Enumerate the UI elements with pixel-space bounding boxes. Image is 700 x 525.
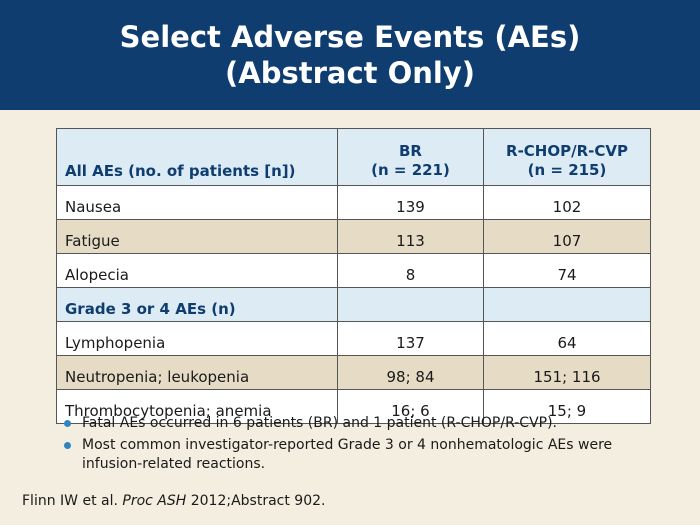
table-row	[57, 220, 651, 254]
subheader-grade-3-4: Grade 3 or 4 AEs (n)	[57, 288, 338, 322]
bullet-dot-icon	[64, 420, 71, 427]
row-label: Neutropenia; leukopenia	[57, 356, 338, 390]
row-rchop-value: 102	[484, 186, 651, 220]
table-row	[57, 356, 651, 390]
row-label: Alopecia	[57, 254, 338, 288]
row-rchop-value	[484, 288, 651, 322]
table-subheader-row	[57, 288, 651, 322]
row-br-value	[338, 288, 484, 322]
bullet-item	[62, 436, 662, 474]
bullet-item	[62, 414, 662, 433]
bullet-text: Most common investigator-reported Grade 3 or 4 nonhematologic AEs were infusion-related reactions.	[82, 437, 613, 472]
header-rchop-name: R-CHOP/R-CVP	[506, 142, 628, 160]
row-br-value: 8	[338, 254, 484, 288]
row-label: Thrombocytopenia; anemia	[57, 390, 338, 424]
row-label: Lymphopenia	[57, 322, 338, 356]
row-br-value: 139	[338, 186, 484, 220]
row-rchop-value: 107	[484, 220, 651, 254]
row-label: Fatigue	[57, 220, 338, 254]
row-br-value: 16; 6	[338, 390, 484, 424]
citation-authors: Flinn IW et al.	[22, 493, 118, 509]
citation-journal: Proc ASH	[122, 493, 187, 509]
header-br	[338, 129, 484, 186]
bullet-dot-icon	[64, 442, 71, 449]
citation-rest: 2012;Abstract 902.	[190, 493, 326, 509]
row-br-value: 113	[338, 220, 484, 254]
adverse-events-table	[56, 128, 651, 424]
row-rchop-value: 74	[484, 254, 651, 288]
row-br-value: 137	[338, 322, 484, 356]
row-label: Nausea	[57, 186, 338, 220]
slide-title-line1: Select Adverse Events (AEs)	[119, 20, 581, 54]
header-all-aes: All AEs (no. of patients [n])	[57, 129, 338, 186]
header-br-n: (n = 221)	[371, 161, 450, 179]
header-br-name: BR	[399, 142, 422, 160]
slide-header	[0, 0, 700, 110]
table-row	[57, 254, 651, 288]
bullet-list	[62, 414, 662, 477]
table-header-row	[57, 129, 651, 186]
header-rchop	[484, 129, 651, 186]
header-rchop-n: (n = 215)	[527, 161, 607, 179]
row-rchop-value: 151; 116	[484, 356, 651, 390]
row-br-value: 98; 84	[338, 356, 484, 390]
table-row	[57, 322, 651, 356]
table-row	[57, 186, 651, 220]
bullet-text: Fatal AEs occurred in 6 patients (BR) and 1 patient (R-CHOP/R-CVP).	[82, 415, 557, 431]
slide-title-line2: (Abstract Only)	[225, 56, 475, 90]
row-rchop-value: 15; 9	[484, 390, 651, 424]
citation	[22, 492, 325, 510]
row-rchop-value: 64	[484, 322, 651, 356]
